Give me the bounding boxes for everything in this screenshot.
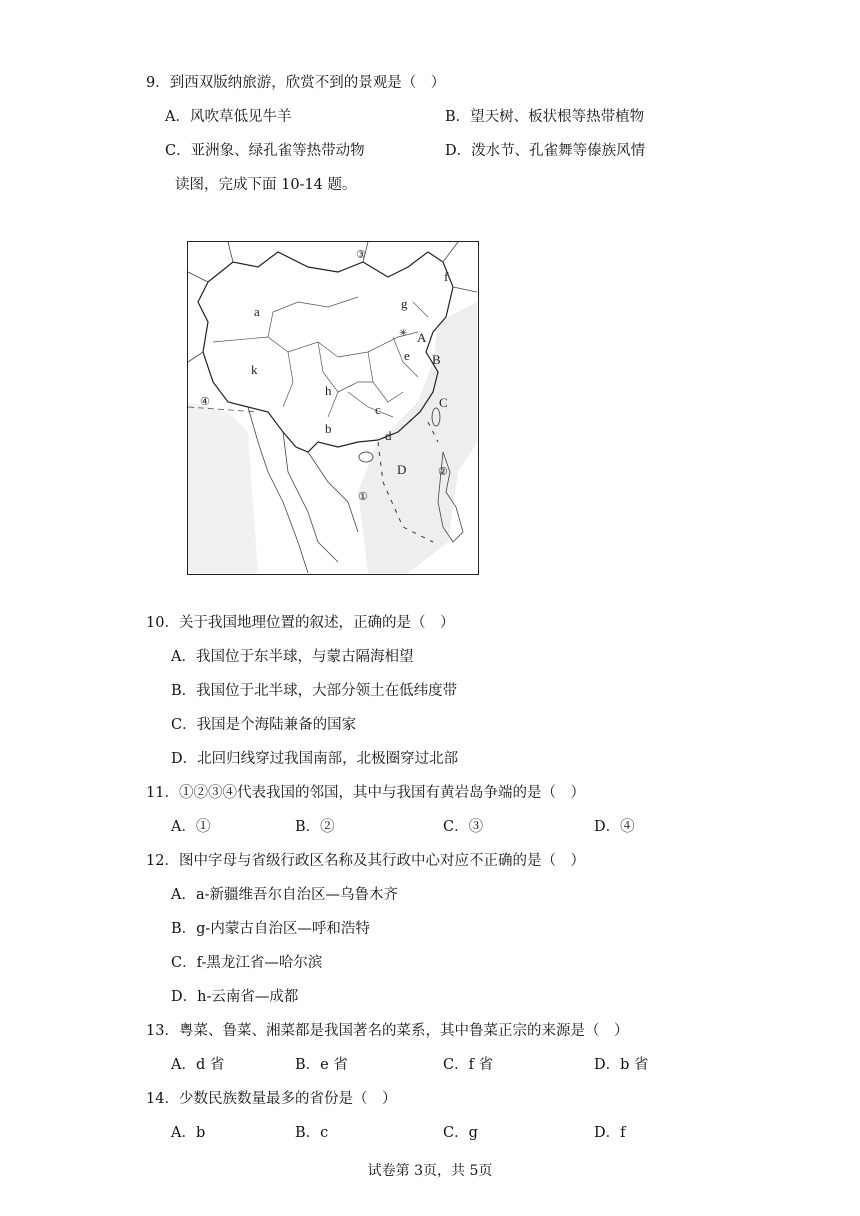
q12-option-a: A．a-新疆维吾尔自治区—乌鲁木齐 [171, 887, 399, 903]
asia-map-figure [187, 241, 479, 575]
sea-area-west [188, 402, 258, 573]
q12-option-d: D．h-云南省—成都 [171, 989, 299, 1005]
q11-option-c: C．③ [443, 819, 484, 835]
map-label-C: C [439, 395, 448, 410]
map-label-B: B [432, 352, 441, 367]
map-label-d: d [385, 428, 392, 443]
map-label-circle1: ① [358, 491, 368, 503]
map-label-circle3: ③ [356, 249, 366, 261]
map-label-c: c [375, 402, 381, 417]
q10-stem: 10．关于我国地理位置的叙述，正确的是（ ） [146, 615, 455, 631]
map-label-A: A [417, 330, 427, 345]
q14-option-b: B．c [295, 1125, 329, 1141]
q11-option-b: B．② [295, 819, 335, 835]
q14-option-c: C．g [443, 1125, 478, 1141]
q9-option-b: B．望天树、板状根等热带植物 [445, 109, 645, 125]
q13-option-d: D．b 省 [594, 1057, 649, 1073]
q11-stem: 11．①②③④代表我国的邻国，其中与我国有黄岩岛争端的是（ ） [146, 785, 585, 801]
q14-option-a: A．b [171, 1125, 206, 1141]
map-label-k: k [251, 362, 258, 377]
map-label-f: f [444, 269, 449, 284]
q11-option-a: A．① [171, 819, 211, 835]
map-label-D: D [397, 462, 407, 477]
hainan-island [359, 452, 373, 462]
q9-option-a: A．风吹草低见牛羊 [165, 109, 292, 125]
map-label-h: h [325, 383, 332, 398]
province-borders [213, 297, 428, 417]
q14-option-d: D．f [594, 1125, 626, 1141]
q12-stem: 12．图中字母与省级行政区名称及其行政中心对应不正确的是（ ） [146, 853, 585, 869]
q10-option-c: C．我国是个海陆兼备的国家 [171, 717, 357, 733]
q9-stem: 9．到西双版纳旅游，欣赏不到的景观是（ ） [146, 75, 446, 91]
capital-star-icon: ✳ [399, 328, 408, 339]
q10-option-b: B．我国位于北半球，大部分领土在低纬度带 [171, 683, 458, 699]
map-label-circle4: ④ [200, 396, 210, 408]
q12-option-c: C．f-黑龙江省—哈尔滨 [171, 955, 323, 971]
q14-stem: 14．少数民族数量最多的省份是（ ） [146, 1091, 397, 1107]
map-label-a: a [254, 304, 260, 319]
map-label-circle2: ② [438, 466, 448, 478]
q10-option-d: D．北回归线穿过我国南部，北极圈穿过北部 [171, 751, 459, 767]
q13-stem: 13．粤菜、鲁菜、湘菜都是我国著名的菜系，其中鲁菜正宗的来源是（ ） [146, 1023, 629, 1039]
map-label-g: g [401, 296, 408, 311]
map-label-e: e [404, 348, 410, 363]
q13-option-a: A．d 省 [171, 1057, 225, 1073]
q11-option-d: D．④ [594, 819, 635, 835]
instruction: 读图，完成下面 10-14 题。 [175, 177, 357, 193]
q12-option-b: B．g-内蒙古自治区—呼和浩特 [171, 921, 370, 937]
q9-option-d: D．泼水节、孔雀舞等傣族风情 [445, 143, 646, 159]
q10-option-a: A．我国位于东半球，与蒙古隔海相望 [171, 649, 414, 665]
q13-option-b: B．e 省 [295, 1057, 348, 1073]
page-footer: 试卷第 3页，共 5页 [367, 1163, 493, 1179]
q13-option-c: C．f 省 [443, 1057, 494, 1073]
map-label-b: b [325, 421, 332, 436]
q9-option-c: C．亚洲象、绿孔雀等热带动物 [165, 143, 365, 159]
